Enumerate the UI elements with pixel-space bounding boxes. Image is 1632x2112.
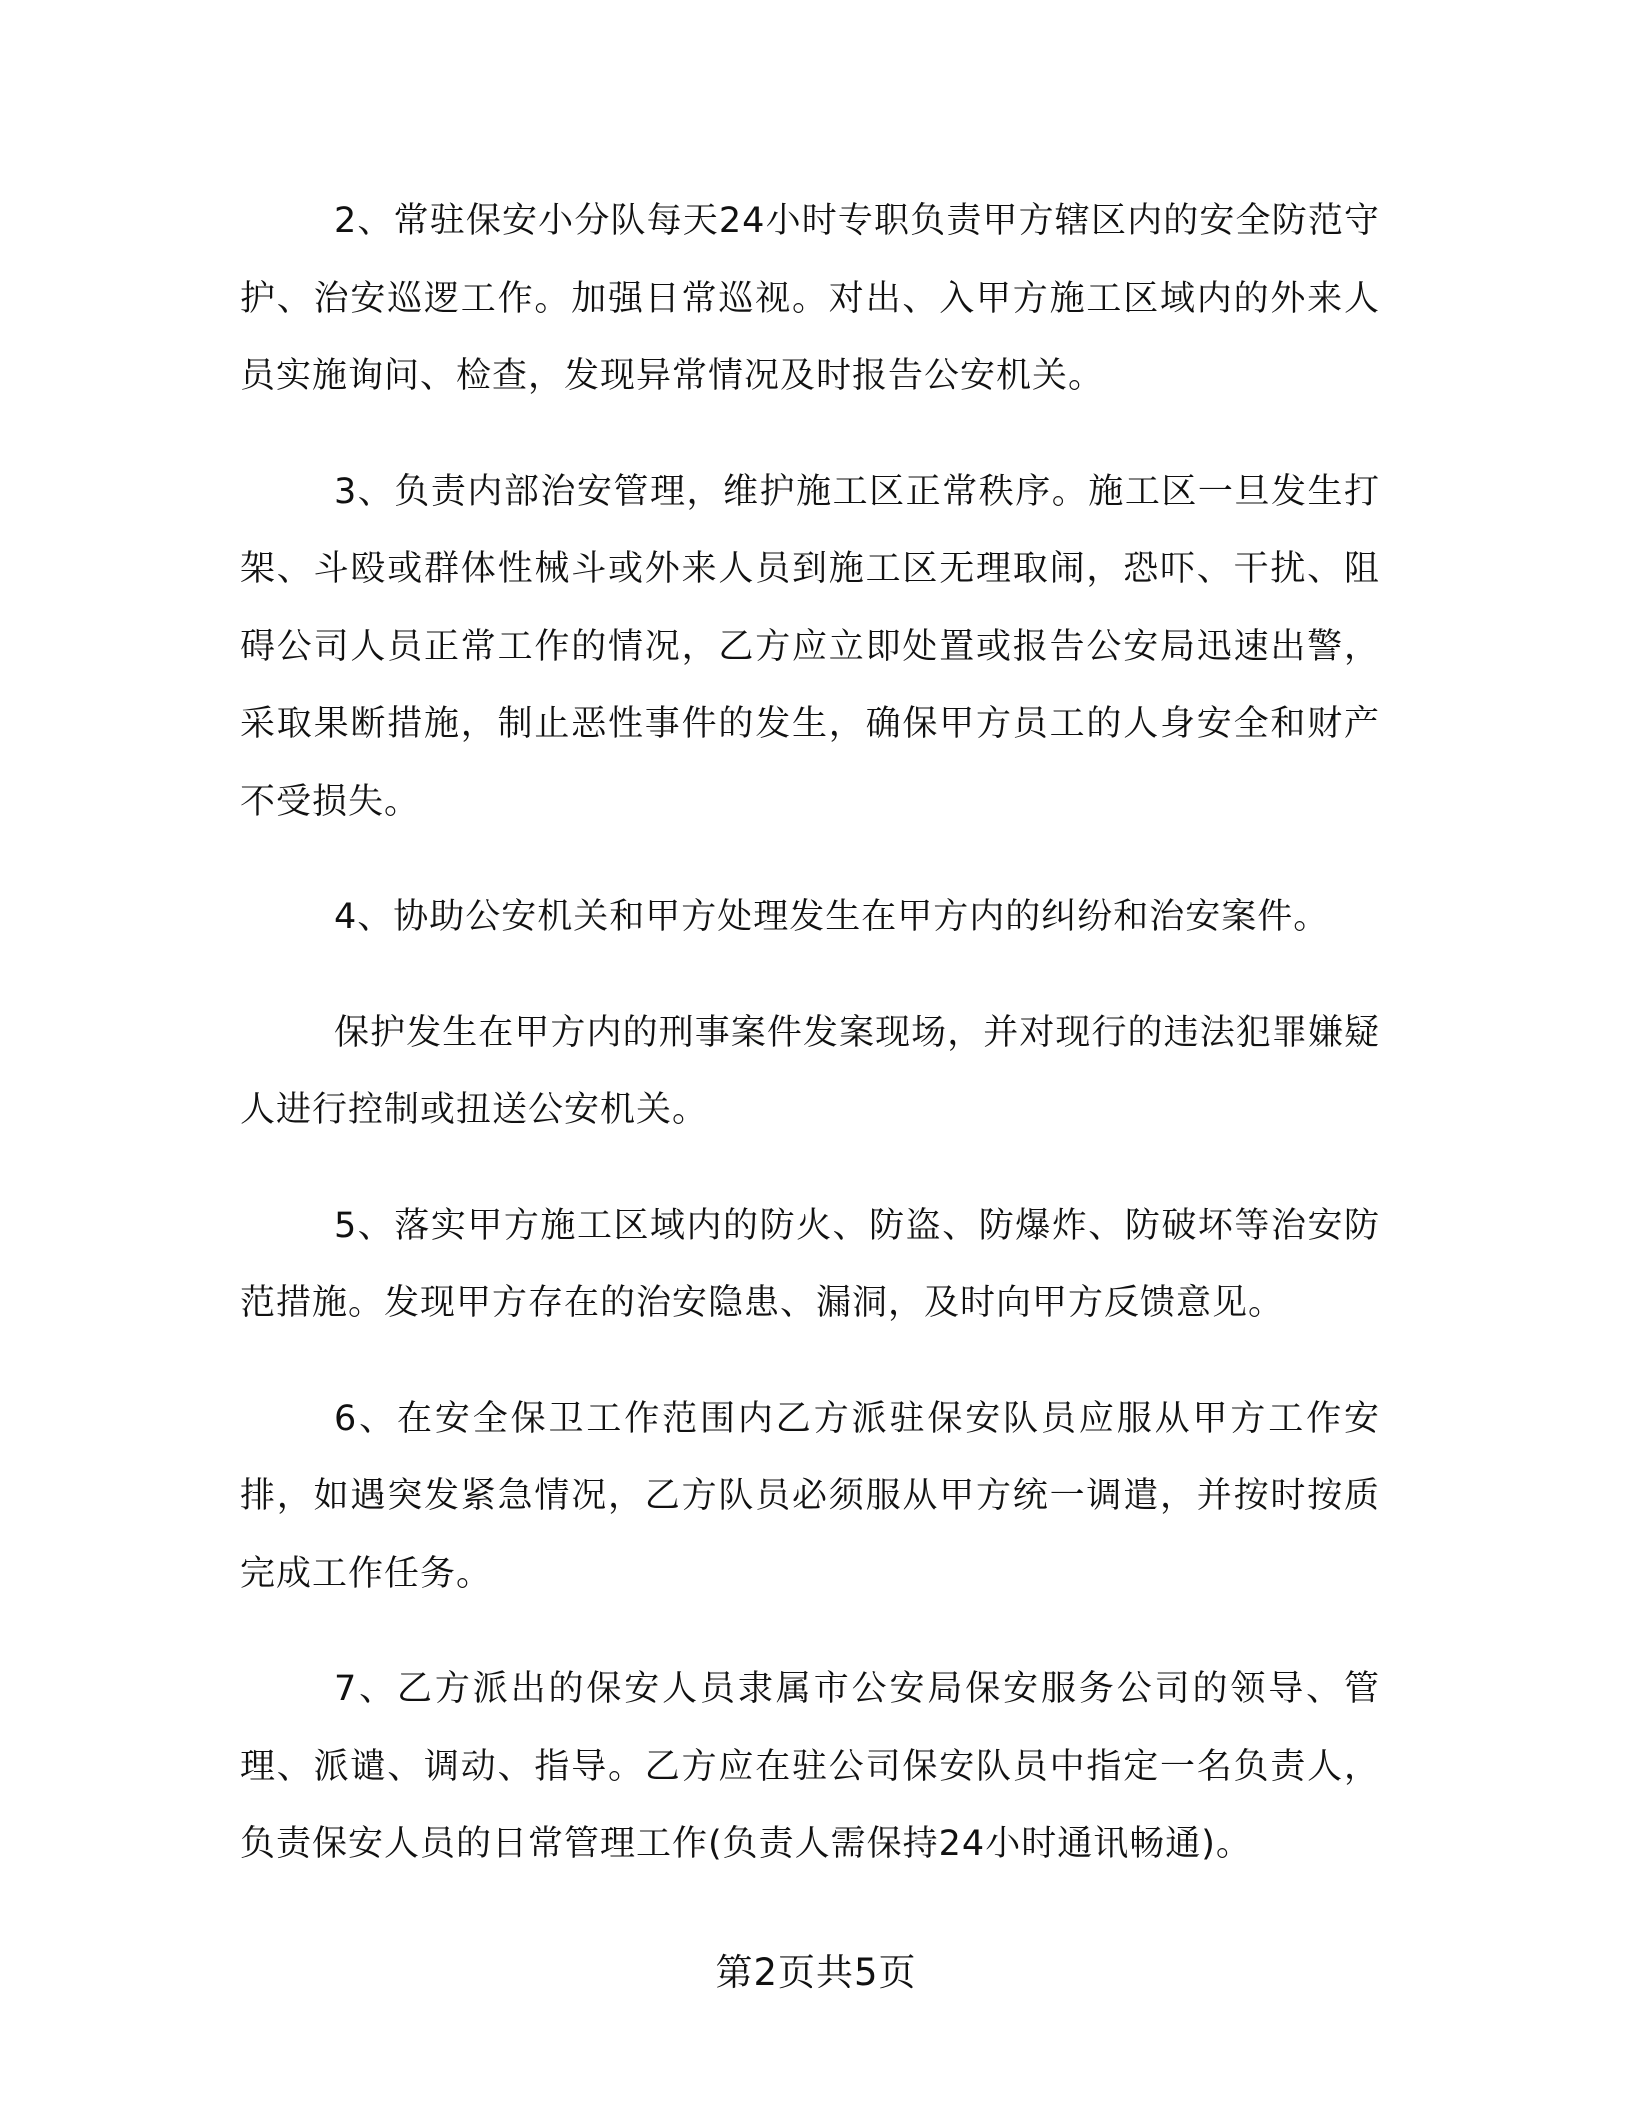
paragraph-item-7: 7、乙方派出的保安人员隶属市公安局保安服务公司的领导、管理、派谴、调动、指导。乙方应在驻公司保安队员中指定一名负责人，负责保安人员的日常管理工作(负责人需保持24小时通讯畅通)。 [240,1669,1380,1864]
paragraph-item-3: 3、负责内部治安管理，维护施工区正常秩序。施工区一旦发生打架、斗殴或群体性械斗或外来人员到施工区无理取闹，恐吓、干扰、阻碍公司人员正常工作的情况，乙方应立即处置或报告公安局迅速出警，采取果断措施，制止恶性事件的发生，确保甲方员工的人身安全和财产不受损失。 [240,471,1380,822]
page-number-footer: 第2页共5页 [715,1951,917,1994]
paragraph-crime-scene: 保护发生在甲方内的刑事案件发案现场，并对现行的违法犯罪嫌疑人进行控制或扭送公安机关。 [240,1012,1380,1130]
document-body [240,183,1380,1922]
paragraph-item-4: 4、协助公安机关和甲方处理发生在甲方内的纠纷和治安案件。 [334,897,1330,937]
paragraph-item-2: 2、常驻保安小分队每天24小时专职负责甲方辖区内的安全防范守护、治安巡逻工作。加强日常巡视。对出、入甲方施工区域内的外来人员实施询问、检查，发现异常情况及时报告公安机关。 [240,201,1380,396]
paragraph-item-6: 6、在安全保卫工作范围内乙方派驻保安队员应服从甲方工作安排，如遇突发紧急情况，乙方队员必须服从甲方统一调遣，并按时按质完成工作任务。 [240,1398,1380,1594]
paragraph-item-5: 5、落实甲方施工区域内的防火、防盗、防爆炸、防破坏等治安防范措施。发现甲方存在的治安隐患、漏洞，及时向甲方反馈意见。 [240,1205,1380,1323]
